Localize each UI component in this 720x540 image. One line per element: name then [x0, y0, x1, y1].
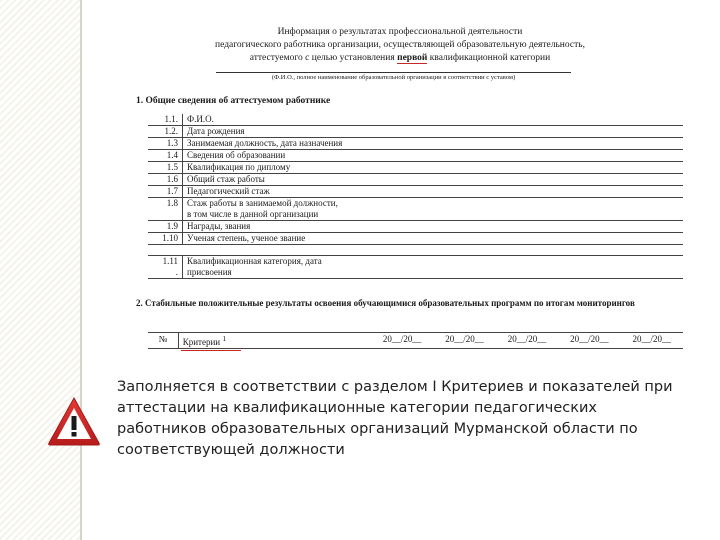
row-text: Дата рождения: [182, 126, 683, 137]
instruction-note: Заполняется в соответствии с разделом I Критериев и показателей при аттестации на квалификационные категории педагогических работников образовательных организаций Мурманской области по соответствующей должности: [117, 379, 673, 458]
table-row: [148, 267, 683, 279]
fio-underline: [216, 72, 571, 73]
table-row: [148, 255, 683, 267]
table-row: [148, 221, 683, 233]
row-number: [148, 209, 182, 220]
title-line-3-after: квалификационной категории: [429, 53, 551, 63]
row-text: Ученая степень, ученое звание: [182, 233, 683, 244]
row-text: Стаж работы в занимаемой должности,: [182, 198, 683, 209]
document-title: [190, 26, 610, 65]
row-number: 1.6: [166, 174, 178, 184]
table-gap: [148, 245, 683, 255]
title-line-3: [190, 52, 610, 65]
criteria-name-header: [178, 333, 371, 348]
criteria-header-row: [148, 332, 683, 349]
stripe-border: [80, 0, 82, 540]
table-row: [148, 174, 683, 186]
section-2-title: 2. Стабильные положительные результаты освоения обучающимися образовательных программ по итогам мониторингов: [136, 298, 635, 308]
row-number: .: [175, 267, 178, 277]
table-row: [148, 138, 683, 150]
row-text: Квалификационная категория, дата: [182, 256, 683, 267]
row-text: Общий стаж работы: [182, 174, 683, 185]
row-number: 1.1.: [164, 114, 178, 124]
row-number: 1.9: [166, 221, 178, 231]
row-text: Квалификация по диплому: [182, 162, 683, 173]
table-row: [148, 162, 683, 174]
row-number: 1.8: [166, 198, 178, 208]
table-row: [148, 209, 683, 221]
year-column-header: 20__/20__: [382, 334, 422, 344]
row-text: Занимаемая должность, дата назначения: [182, 138, 683, 149]
document-scan: [110, 18, 700, 348]
row-text: Ф.И.О.: [182, 114, 683, 125]
row-number: 1.4: [166, 150, 178, 160]
row-number: 1.5: [166, 162, 178, 172]
title-line-3-before: аттестуемого с целью установления: [249, 53, 395, 63]
row-number: 1.3: [166, 138, 178, 148]
fio-caption: (Ф.И.О., полное наименование образовательной организации в соответствии с уставом): [271, 74, 516, 81]
row-number: 1.11: [162, 256, 178, 266]
general-info-table: [148, 114, 683, 279]
category-highlight: первой: [397, 53, 428, 63]
criteria-footnote: 1: [222, 334, 227, 343]
criteria-number-header: №: [158, 334, 168, 344]
decorative-stripe: [0, 0, 80, 540]
year-column-header: 20__/20__: [570, 334, 609, 344]
year-column-header: 20__/20__: [445, 334, 484, 344]
table-row: [148, 150, 683, 162]
year-column-header: 20__/20__: [632, 334, 672, 344]
warning-triangle-icon: [47, 396, 101, 446]
table-row: [148, 233, 683, 245]
criteria-red-underline: [181, 350, 241, 352]
row-text: в том числе в данной организации: [182, 209, 683, 220]
year-column-header: 20__/20__: [507, 334, 547, 344]
table-row: [148, 126, 683, 138]
row-number: 1.10: [162, 233, 178, 243]
section-1-title: 1. Общие сведения об аттестуемом работнике: [136, 96, 331, 106]
title-line-2: педагогического работника организации, осуществляющей образовательную деятельность,: [215, 40, 585, 50]
table-row: [148, 186, 683, 198]
row-number: 1.2.: [164, 126, 178, 136]
criteria-label: Критерии: [182, 337, 221, 347]
table-row: [148, 114, 683, 126]
row-number: 1.7: [166, 186, 178, 196]
table-row: [148, 198, 683, 209]
row-text: Педагогический стаж: [182, 186, 683, 197]
row-text: Сведения об образовании: [182, 150, 683, 161]
title-line-1: Информация о результатах профессиональной деятельности: [277, 27, 523, 37]
row-text: присвоения: [182, 267, 683, 278]
row-text: Награды, звания: [182, 221, 683, 232]
